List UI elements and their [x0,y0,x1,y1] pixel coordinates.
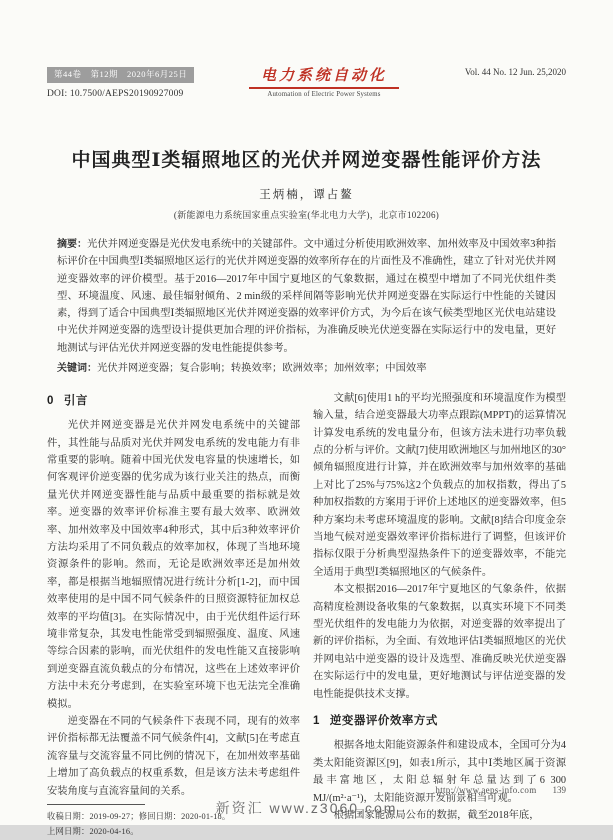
right-paragraph-3: 根据各地太阳能资源条件和建设成本，全国可分为4类太阳能资源区[9]，如表1所示，其中Ⅰ类地区属于资源最丰富地区，太阳总辐射年总量达到了6 300 MJ/(m²·a⁻¹)，太阳能资源开发前景相当可观。 [313,740,566,804]
watermark: 新资汇 www.z3060.com [215,800,398,816]
footnote-online-date: 上网日期：2020-04-16。 [47,826,139,836]
doi-line: DOI: 10.7500/AEPS20190927009 [47,88,184,99]
section-title: 引言 [63,394,88,407]
page-number: 139 [552,785,566,795]
journal-logo [249,64,399,98]
section-title: 逆变器评价效率方式 [329,714,438,727]
masthead [47,64,566,99]
right-column [313,390,566,821]
masthead-left [47,64,242,99]
left-column [47,390,300,836]
section-heading-0 [47,392,300,411]
article-title: 中国典型Ⅰ类辐照地区的光伏并网逆变器性能评价方法 [71,149,542,171]
authors: 王炳楠，谭占鳌 [259,188,354,201]
keywords-line [47,360,566,378]
right-paragraph-1: 文献[6]使用1 h的平均光照强度和环境温度作为模型输入量，结合逆变器最大功率点跟踪(MPPT)的运算情况计算发电系统的发电量分布，但该方法未进行功率负载点的分析与评价。文献[7]使用欧洲地区与加州地区的30°倾角辐照度进行计算，并在欧洲效率与加州效率的基础上对比了25%与75%这2个负载点的加权指数，得出了5种加权指数的方案用于评价上述地区的逆变器效率，但5种方案均未考虑环境温度的影响。文献[8]结合印度金奈当地气候对逆变器效率评价指标进行了调整，但该评价指标仅限于分析典型湿热条件下的逆变器效率，不能完全适用于典型Ⅰ类辐照地区的气候条件。 [313,392,566,578]
abstract-label: 摘要： [57,238,88,250]
keywords-label: 关键词： [57,363,97,375]
issue-info-badge: 第44卷 第12期 2020年6月25日 [47,67,194,83]
footnote-received-dates: 收稿日期：2019-09-27；修回日期：2020-01-18。 [47,811,231,821]
journal-name-cn: 电力系统自动化 [249,64,399,89]
abstract-text: 光伏并网逆变器是光伏发电系统中的关键部件。文中通过分析使用欧洲效率、加州效率及中国效率3种指标评价在中国典型Ⅰ类辐照地区运行的光伏并网逆变器的效率所存在的片面性及不准确性，建立了针对光伏并网逆变器效率的评价模型。基于2016—2017年中国宁夏地区的气象数据，通过在模型中增加了不同光伏组件类型、环境温度、风速、最佳辐射倾角、2 min级的采样间隔等影响光伏并网逆变器在实际运行中性能的关键因素，得到了适合中国典型Ⅰ类辐照地区光伏并网逆变器的效率评价方式，为今后在该气候类型地区光伏电站建设中光伏并网逆变器的选型设计提供更加合理的评价指标，为准确反映光伏逆变器在实际运行中的发电量，更好地测试与评估光伏并网逆变器的发电性能提供参考。 [57,238,556,354]
section-number: 1 [313,714,320,727]
affiliation: (新能源电力系统国家重点实验室(华北电力大学)，北京市102206) [173,209,440,220]
page-footer [435,785,566,795]
right-paragraph-4: 根据国家能源局公布的数据，截至2018年底， [333,809,540,821]
abstract-block [47,236,566,358]
volume-info: Vol. 44 No. 12 Jun. 25,2020 [464,67,566,77]
left-paragraph-1: 光伏并网逆变器是光伏并网发电系统中的关键部件，其性能与品质对光伏并网发电系统的发电能力有非常重要的影响。随着中国光伏发电容量的快速增长，如何客观评价逆变器的优劣成为该行业关注的热点，而衡量光伏并网逆变器性能与品质中最重要的指标就是效率。逆变器的效率评价标准主要有最大效率、欧洲效率、加州效率及中国效率4种形式，其中后3种效率评价方法均采用了不同负载点的效率加权，体现了当地环境资源条件的影响。然而，无论是欧洲效率还是加州效率，都是根据当地辐照情况进行统计分析[1-2]，而中国效率使用的是中国不同气候条件的日照资源特征加权总效率的平均值[3]。在实际情况中，由于光伏组件运行环境非常复杂，其发电性能常受到辐照强度、温度、风速等综合因素的影响，而光伏组件的发电性能又直接影响到逆变器直流负载点的分布情况，这些在上述效率评价方法中未充分考虑到，在实验室环境下也无法完全准确模拟。 [47,420,300,710]
left-paragraph-2: 逆变器在不同的气候条件下表现不同，现有的效率评价指标都无法覆盖不同气候条件[4]，文献[5]在考虑直流容量与交流容量不同比例的情况下，在加州效率基础上增加了高负载点的权重系数，但是该方法未考虑组件安装角度与直流容量间的关系。 [47,715,300,797]
section-number: 0 [47,394,54,407]
journal-url: http://www.aeps-info.com [435,785,537,795]
keywords-text: 光伏并网逆变器；复合影响；转换效率；欧洲效率；加州效率；中国效率 [97,363,427,375]
section-heading-1 [313,712,566,731]
journal-name-en: Automation of Electric Power Systems [267,91,381,98]
right-paragraph-2: 本文根据2016—2017年宁夏地区的气象条件，依据高精度检测设备收集的气象数据，以真实环境下不同类型光伏组件的发电能力为依据，对逆变器的效率提出了新的评价指标，为全面、有效地评估Ⅰ类辐照地区的光伏并网电站中逆变器的设计及选型、准确反映光伏逆变器在实际运行中的发电量，更好地测试与评估逆变器的发电性能提供技术支撑。 [313,584,566,700]
